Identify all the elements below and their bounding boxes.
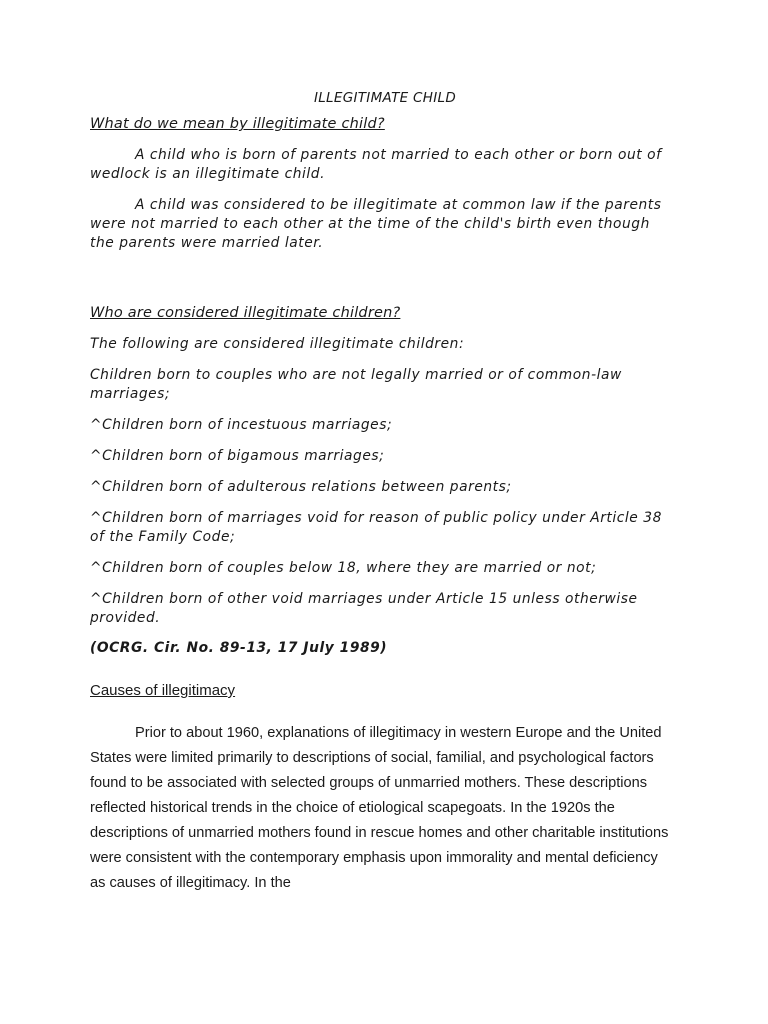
section-heading-definition: What do we mean by illegitimate child? [90, 116, 385, 132]
citation: (OCRG. Cir. No. 89-13, 17 July 1989) [90, 640, 388, 656]
causes-paragraph: Prior to about 1960, explanations of illegitimacy in western Europe and the United States were limited primarily to descriptions of social, familial, and psychological factors found to be associated with selected groups of unmarried mothers. These descriptions reflected historical trends in the choice of etiological scapegoats. In the 1920s the descriptions of unmarried mothers found in rescue homes and other charitable institutions were consistent with the contemporary emphasis upon immorality and mental deficiency as causes of illegitimacy. In the [90, 725, 669, 891]
list-item: ^Children born of marriages void for reason of public policy under Article 38 of the Family Code; [90, 510, 662, 545]
document-page [90, 90, 676, 896]
section-heading-causes: Causes of illegitimacy [90, 682, 236, 699]
list-item: ^Children born of bigamous marriages; [90, 448, 385, 464]
list-item: ^Children born of other void marriages under Article 15 unless otherwise provided. [90, 591, 638, 626]
list-intro: The following are considered illegitimate children: [90, 336, 465, 352]
document-title: ILLEGITIMATE CHILD [313, 90, 457, 106]
section-heading-who: Who are considered illegitimate children? [90, 305, 401, 321]
definition-paragraph: A child who is born of parents not married to each other or born out of wedlock is an illegitimate child. [90, 147, 662, 182]
section-spacer [90, 265, 676, 305]
list-item: Children born to couples who are not legally married or of common-law marriages; [90, 367, 622, 402]
list-item: ^Children born of incestuous marriages; [90, 417, 393, 433]
list-item: ^Children born of adulterous relations between parents; [90, 479, 512, 495]
list-item: ^Children born of couples below 18, where they are married or not; [90, 560, 597, 576]
common-law-paragraph: A child was considered to be illegitimate at common law if the parents were not married to each other at the time of the child's birth even though the parents were married later. [90, 197, 662, 251]
